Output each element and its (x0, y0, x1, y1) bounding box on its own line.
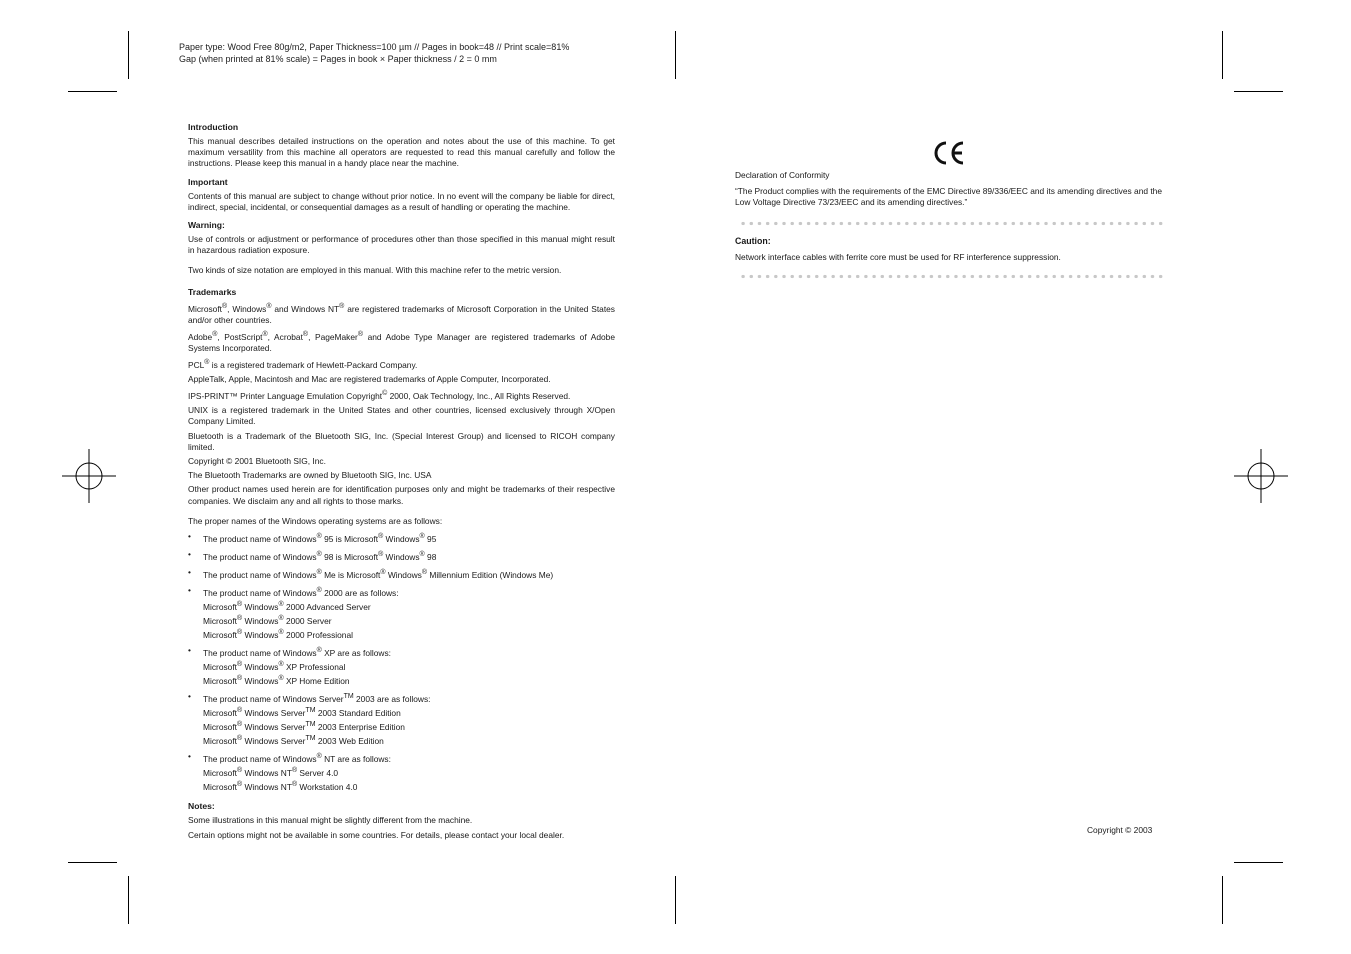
warning-text: Use of controls or adjustment or performance of procedures other than those specified in this manual might result in hazardous radiation exposure. (188, 234, 615, 256)
crop-mark (675, 31, 676, 79)
windows-names-list (188, 531, 615, 793)
introduction-heading: Introduction (188, 122, 239, 132)
left-page (188, 121, 615, 841)
trademark-adobe: Adobe®, PostScript®, Acrobat®, PageMaker® and Adobe Type Manager are registered trademarks of Adobe Systems Incorporated. (188, 330, 615, 353)
caution-text: Network interface cables with ferrite core must be used for RF interference suppression. (735, 252, 1061, 263)
important-heading: Important (188, 176, 228, 187)
crop-mark (1222, 876, 1223, 924)
trademark-bluetooth-owned: The Bluetooth Trademarks are owned by Bluetooth SIG, Inc. USA (188, 470, 432, 481)
print-header-line-1: Paper type: Wood Free 80g/m2, Paper Thickness=100 µm // Pages in book=48 // Print scale=81% (179, 42, 570, 52)
crop-mark (68, 862, 117, 863)
notes-line-2: Certain options might not be available in some countries. For details, please contact your local dealer. (188, 830, 565, 841)
important-text: Contents of this manual are subject to change without prior notice. In no event will the company be liable for direct, indirect, special, incidental, or consequential damages as a result of handling or operating the machine. (188, 190, 615, 212)
declaration-title: Declaration of Conformity (735, 170, 830, 180)
list-item: • The product name of Windows Server™ 2003 are as follows: Microsoft® Windows Server™ 2003 Standard Edition Microsoft® Windows Server™ 2003 Enterprise Edition Microsoft® Windows Server™ 2003 Web Edition (188, 691, 615, 747)
crop-mark (1222, 31, 1223, 79)
trademark-apple: AppleTalk, Apple, Macintosh and Mac are registered trademarks of Apple Computer, Incorporated. (188, 374, 551, 385)
crop-mark (128, 876, 129, 924)
list-item: • The product name of Windows® Me is Microsoft® Windows® Millennium Edition (Windows Me) (188, 567, 615, 581)
crop-mark (128, 31, 129, 79)
trademarks-heading: Trademarks (188, 286, 237, 297)
notes-line-1: Some illustrations in this manual might be slightly different from the machine. (188, 815, 473, 826)
crop-mark (1234, 91, 1283, 92)
crop-mark (1234, 862, 1283, 863)
registration-mark-left (62, 449, 116, 503)
list-item: • The product name of Windows® 95 is Microsoft® Windows® 95 (188, 531, 615, 545)
caution-heading: Caution: (735, 235, 771, 246)
trademark-ips-print: IPS-PRINT™ Printer Language Emulation Copyright© 2000, Oak Technology, Inc., All Rights Reserved. (188, 390, 571, 402)
ce-mark-icon (931, 140, 967, 166)
crop-mark (675, 876, 676, 924)
notes-heading: Notes: (188, 801, 215, 812)
list-item: • The product name of Windows® NT are as follows: Microsoft® Windows NT® Server 4.0 Microsoft® Windows NT® Workstation 4.0 (188, 751, 615, 793)
copyright-notice: Copyright © 2003 (1087, 825, 1153, 835)
trademark-microsoft: Microsoft®, Windows® and Windows NT® are registered trademarks of Microsoft Corporation in the United States and/or other countries. (188, 302, 615, 325)
print-header-line-2: Gap (when printed at 81% scale) = Pages in book × Paper thickness / 2 = 0 mm (179, 54, 497, 64)
right-page (735, 140, 1162, 279)
list-item: • The product name of Windows® 2000 are as follows: Microsoft® Windows® 2000 Advanced Server Microsoft® Windows® 2000 Server Microsoft® Windows® 2000 Professional (188, 585, 615, 641)
crop-mark (68, 91, 117, 92)
trademark-other: Other product names used herein are for identification purposes only and might be trademarks of their respective companies. We disclaim any and all rights to those marks. (188, 484, 615, 506)
declaration-text: “The Product complies with the requirements of the EMC Directive 89/336/EEC and its amending directives and the Low Voltage Directive 73/23/EEC and its amending directives.” (735, 185, 1162, 208)
trademark-pcl: PCL® is a registered trademark of Hewlett-Packard Company. (188, 359, 418, 370)
print-header (179, 41, 569, 65)
warning-heading: Warning: (188, 220, 225, 231)
dotted-divider (739, 274, 1163, 279)
list-item: • The product name of Windows® XP are as follows: Microsoft® Windows® XP Professional Microsoft® Windows® XP Home Edition (188, 645, 615, 687)
introduction-text: This manual describes detailed instructions on the operation and notes about the use of this machine. To get maximum versatility from this machine all operators are requested to read this manual carefully and follow the instructions. Please keep this manual in a handy place near the machine. (188, 136, 615, 169)
size-notation-text: Two kinds of size notation are employed in this manual. With this machine refer to the metric version. (188, 265, 562, 276)
list-item: • The product name of Windows® 98 is Microsoft® Windows® 98 (188, 549, 615, 563)
trademark-unix: UNIX is a registered trademark in the United States and other countries, licensed exclusively through X/Open Company Limited. (188, 405, 615, 427)
registration-mark-right (1234, 449, 1288, 503)
trademark-bluetooth-copyright: Copyright © 2001 Bluetooth SIG, Inc. (188, 456, 326, 467)
windows-names-intro: The proper names of the Windows operating systems are as follows: (188, 515, 443, 526)
trademark-bluetooth: Bluetooth is a Trademark of the Bluetooth SIG, Inc. (Special Interest Group) and licensed to RICOH company limited. (188, 430, 615, 452)
